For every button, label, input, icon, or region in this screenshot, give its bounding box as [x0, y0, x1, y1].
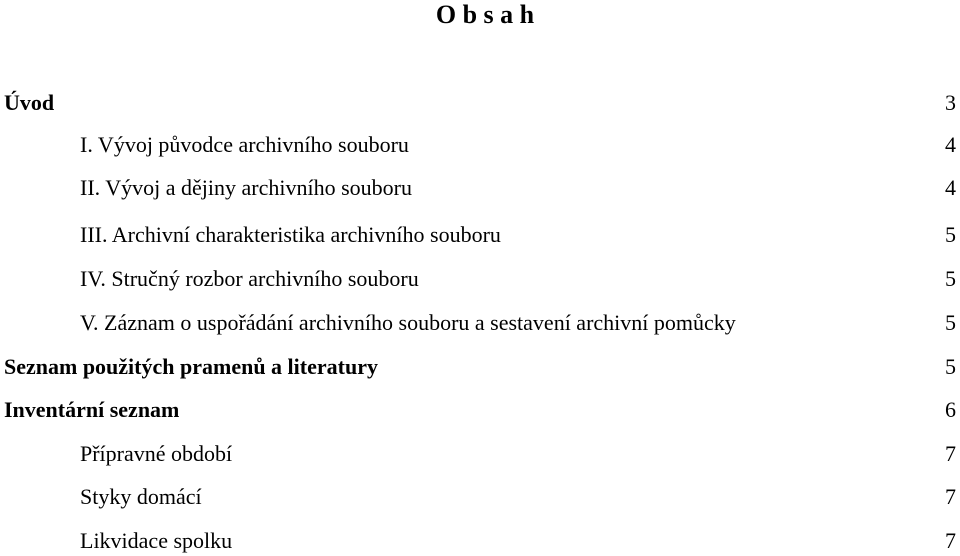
- toc-row: [0, 131, 960, 159]
- toc-entry-page: 7: [945, 441, 956, 466]
- toc-entry-label: Seznam použitých pramenů a literatury: [4, 354, 378, 379]
- toc-row: [0, 483, 960, 511]
- toc-entry-page: 6: [945, 397, 956, 422]
- toc-entry-page: 7: [945, 484, 956, 509]
- toc-row: [0, 174, 960, 202]
- toc-row: [0, 353, 960, 381]
- toc-entry-page: 5: [945, 310, 956, 335]
- toc-row: [0, 221, 960, 249]
- toc-entry-label: Likvidace spolku: [80, 528, 233, 553]
- toc-entry-label: II. Vývoj a dějiny archivního souboru: [80, 175, 412, 200]
- toc-row: [0, 265, 960, 293]
- toc-entry-page: 4: [945, 132, 956, 157]
- toc-entry-page: 4: [945, 175, 956, 200]
- toc-entry-page: 5: [945, 266, 956, 291]
- toc-entry-page: 5: [945, 354, 956, 379]
- page-title: O b s a h: [435, 0, 535, 29]
- toc-entry-label: V. Záznam o uspořádání archivního souboru a sestavení archivní pomůcky: [80, 310, 736, 335]
- toc-row: [0, 309, 960, 337]
- toc-row: [0, 527, 960, 555]
- toc-row: [0, 89, 960, 117]
- toc-entry-label: Styky domácí: [80, 484, 202, 509]
- toc-entry-label: IV. Stručný rozbor archivního souboru: [80, 266, 419, 291]
- toc-entry-label: Inventární seznam: [4, 397, 180, 422]
- toc-entry-page: 7: [945, 528, 956, 553]
- toc-entry-page: 3: [945, 90, 956, 115]
- toc-row: [0, 396, 960, 424]
- toc-entry-page: 5: [945, 222, 956, 247]
- toc-entry-label: Úvod: [4, 90, 55, 115]
- toc-entry-label: III. Archivní charakteristika archivního souboru: [80, 222, 501, 247]
- toc-entry-label: Přípravné období: [80, 441, 233, 466]
- toc-entry-label: I. Vývoj původce archivního souboru: [80, 132, 409, 157]
- toc-row: [0, 440, 960, 468]
